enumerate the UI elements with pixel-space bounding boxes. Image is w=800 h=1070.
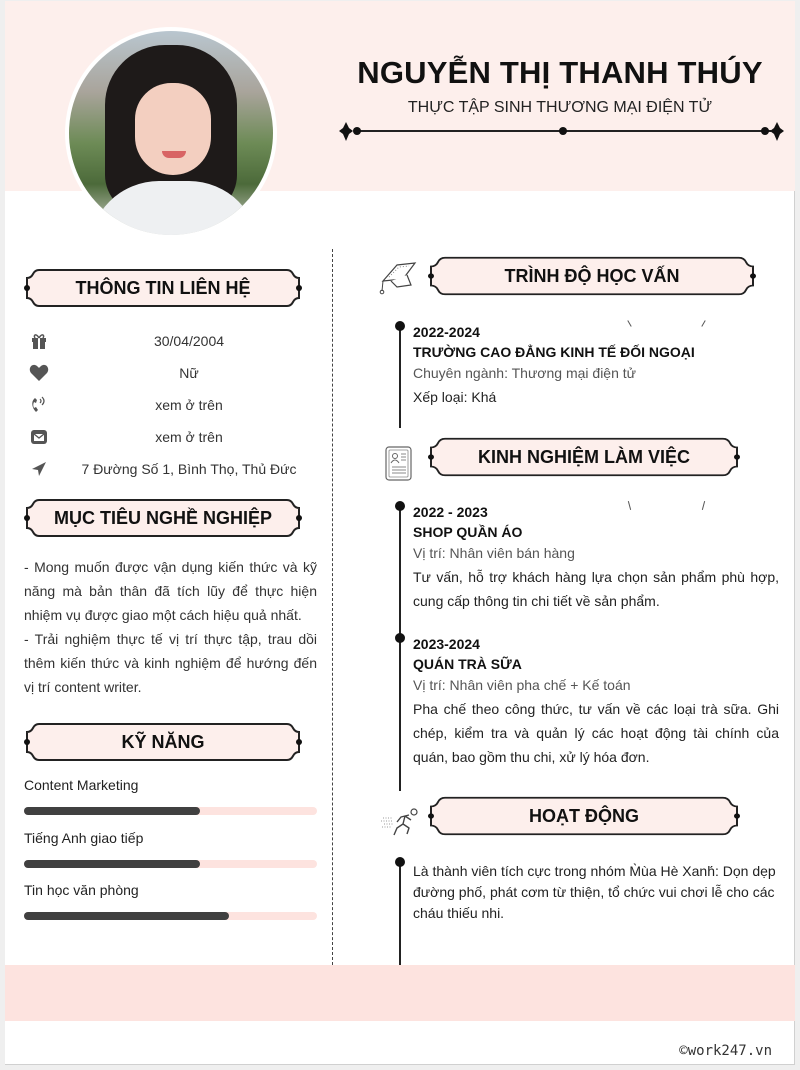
footer-band: [5, 965, 795, 1021]
location-arrow-icon: [25, 460, 53, 478]
email-icon: [25, 428, 53, 446]
skill-label: Tiếng Anh giao tiếp: [24, 830, 144, 846]
skill-bar-office: [24, 912, 317, 920]
column-divider: [332, 249, 333, 965]
skill-bar-content-marketing: [24, 807, 317, 815]
skill-label: Content Marketing: [24, 777, 139, 793]
heart-icon: [25, 364, 53, 382]
section-header-education: [429, 256, 755, 296]
section-title: KỸ NĂNG: [121, 731, 205, 752]
timeline-dot: [395, 321, 405, 331]
skill-bar-fill: [24, 912, 229, 920]
objective-text: - Mong muốn được vận dụng kiến thức và kỹ năng mà bản thân đã tích lũy để thực hiện nhiệm vụ được giao một cách hiệu quả nhất. - Trải nghiệm thực tế vị trí thực tập, trau dồi thêm kiến thức và kinh nghiệm để hướng đến vị trí content writer.: [24, 559, 317, 695]
contact-gender: Nữ: [25, 361, 325, 385]
section-header-objective: [25, 498, 301, 538]
timeline-dot: [395, 633, 405, 643]
running-person-icon: [381, 806, 421, 838]
cv-page: [5, 1, 795, 1065]
graduation-cap-icon: [377, 259, 419, 297]
skill-bar-english: [24, 860, 317, 868]
copyright-text: ©work247.vn: [679, 1043, 772, 1059]
section-title: HOẠT ĐỘNG: [529, 805, 639, 826]
candidate-role: THỰC TẬP SINH THƯƠNG MẠI ĐIỆN TỬ: [407, 99, 713, 116]
experience-entry: 2023-2024 QUÁN TRÀ SỮA Vị trí: Nhân viên pha chế + Kế toán Pha chế theo công thức, tư vấn về các loại trà sữa. Ghi chép, kiểm tra và quản lý các hoạt động tài chính của quán, bao gồm thu chi, xử lý hóa đơn.: [413, 636, 779, 765]
skill-label: Tin học văn phòng: [24, 882, 139, 898]
section-header-experience: [429, 437, 739, 477]
skill-bar-fill: [24, 860, 200, 868]
section-title: KINH NGHIỆM LÀM VIỆC: [477, 446, 690, 467]
section-title: THÔNG TIN LIÊN HỆ: [75, 277, 251, 298]
timeline-dot: [395, 857, 405, 867]
timeline-line: [399, 861, 401, 965]
contact-phone: xem ở trên: [25, 393, 325, 417]
contact-birthday: 30/04/2004: [25, 329, 325, 353]
timeline-line: [399, 326, 401, 428]
timeline-line: [399, 506, 401, 791]
gift-icon: [25, 332, 53, 350]
skill-bar-fill: [24, 807, 200, 815]
section-header-contact: [25, 268, 301, 308]
candidate-name: NGUYỄN THỊ THANH THÚY: [357, 55, 763, 90]
contact-email: xem ở trên: [25, 425, 325, 449]
profile-photo: [65, 27, 277, 239]
education-entry: 2022-2024 TRƯỜNG CAO ĐẲNG KINH TẾ ĐỐI NGOẠI Chuyên ngành: Thương mại điện tử Xếp loại: Khá: [413, 324, 695, 405]
header-divider-ornament: [339, 119, 789, 145]
section-header-activities: [429, 796, 739, 836]
activity-entry: Là thành viên tích cực trong nhóm M̀ùa Hè Xanh́: Dọn dẹp đường phố, phát cơm từ thiện, tổ chức vui chơi lễ cho các cháu thiếu nhi.: [413, 863, 776, 921]
phone-icon: [25, 396, 53, 414]
timeline-dot: [395, 501, 405, 511]
contact-address: 7 Đường Số 1, Bình Thọ, Thủ Đức: [25, 457, 325, 481]
resume-document-icon: [385, 446, 413, 482]
section-header-skills: [25, 722, 301, 762]
section-title: TRÌNH ĐỘ HỌC VẤN: [504, 265, 680, 286]
section-title: MỤC TIÊU NGHỀ NGHIỆP: [53, 507, 272, 528]
experience-entry: 2022 - 2023 SHOP QUẦN ÁO Vị trí: Nhân viên bán hàng Tư vấn, hỗ trợ khách hàng lựa chọn sản phẩm phù hợp, cung cấp thông tin chi tiết về sản phẩm.: [413, 504, 779, 609]
